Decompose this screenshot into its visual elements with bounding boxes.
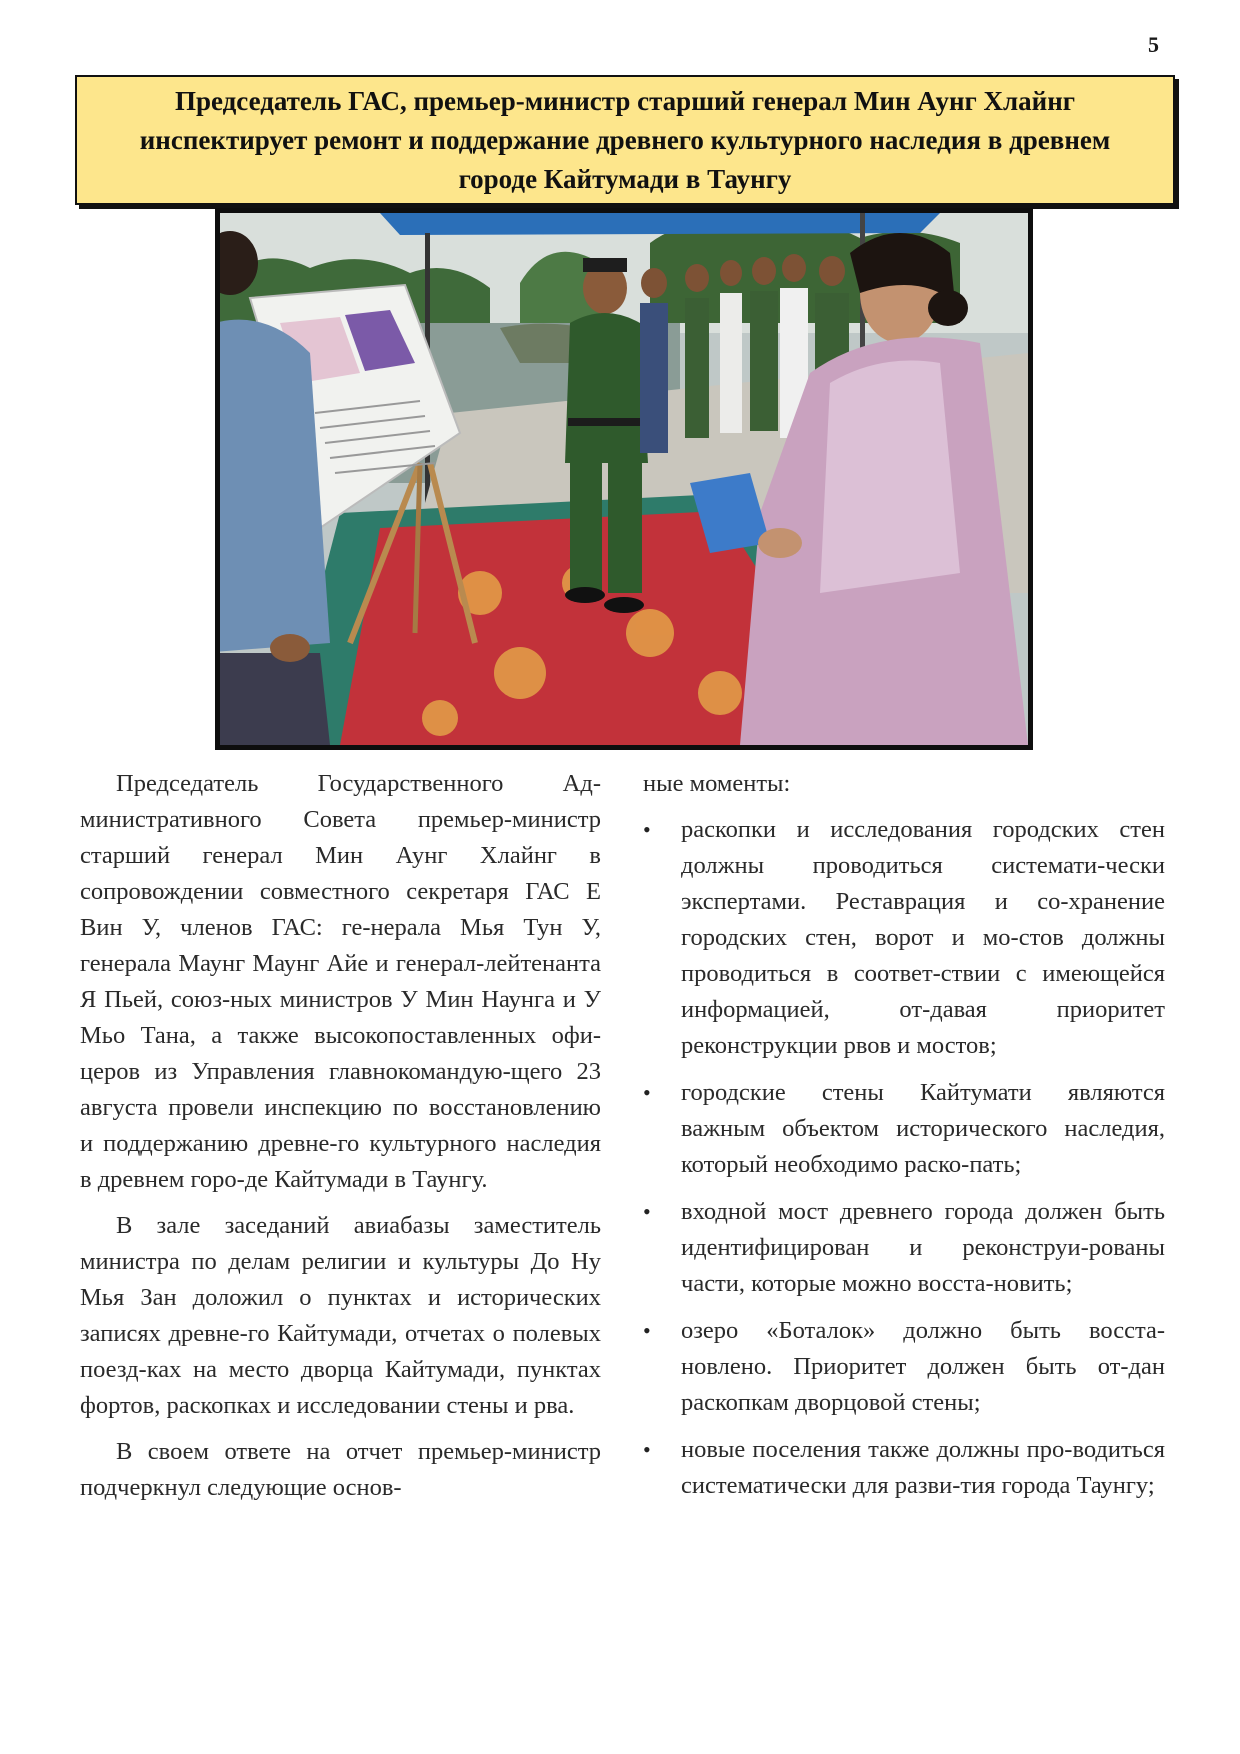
bullet-icon: • [643,1437,651,1462]
page-title: Председатель ГАС, премьер-министр старший генерал Мин Аунг Хлайнг инспектирует ремонт и поддержание древнего культурного наследия в древнем городе Кайтумади в Таунгу [139,85,1111,194]
bullet-icon: • [643,1318,651,1343]
list-item [643,1194,1165,1302]
body-paragraph-2: В зале заседаний авиабазы заместитель министра по делам религии и культуры До Ну Мья Зан доложил о пунктах и исторических записях древне-го Кайтумади, отчетах о полевых поезд-ках на место дворца Кайтумади, пунктах фортов, раскопках и исследовании стены и рва. [80,1212,601,1419]
list-item [643,1313,1165,1421]
list-item [643,1075,1165,1183]
list-item-text: входной мост древнего города должен быть идентифицирован и реконструи-рованы части, которые можно восста-новить; [681,1198,1165,1297]
title-banner [75,75,1175,205]
list-item-text: новые поселения также должны про-водиться систематически для разви-тия города Таунгу; [681,1436,1165,1499]
list-item-text: озеро «Боталок» должно быть восста-новлено. Приоритет должен быть от-дан раскопкам дворцовой стены; [681,1317,1165,1416]
list-item [643,1432,1165,1504]
points-list [643,812,1165,1504]
list-item-text: городские стены Кайтумати являются важным объектом исторического наследия, который необходимо раско-пать; [681,1079,1165,1178]
list-item [643,812,1165,1064]
bullet-icon: • [643,817,651,842]
photo-illustration [220,213,1028,745]
continuation-text: ные моменты: [643,770,791,797]
body-paragraph-3: В своем ответе на отчет премьер-министр подчеркнул следующие основ- [80,1438,601,1501]
bullet-icon: • [643,1080,651,1105]
left-column [80,766,601,1516]
bullet-icon: • [643,1199,651,1224]
right-column [643,766,1165,1515]
page-number: 5 [1148,32,1159,57]
body-paragraph-1: Председатель Государственного Ад-министративного Совета премьер-министр старший генерал Мин Аунг Хлайнг в сопровождении совместного секретаря ГАС Е Вин У, членов ГАС: ге-нерала Мья Тун У, генерала Маунг Маунг Айе и генерал-лейтенанта Я Пьей, союз-ных министров У Мин Наунга и У Мьо Тана, а также высокопоставленных офи-церов из Управления главнокомандую-щего 23 августа провели инспекцию по восстановлению и поддержанию древне-го культурного наследия в древнем горо-де Кайтумади в Таунгу. [80,770,601,1193]
news-photo [215,208,1033,750]
list-item-text: раскопки и исследования городских стен должны проводиться системати-чески экспертами. Реставрация и со-хранение городских стен, ворот и мо-стов должны проводиться в соответ-ствии с имеющейся информацией, от-давая приоритет реконструкции рвов и мостов; [681,816,1165,1059]
photo-canopy [380,213,940,235]
